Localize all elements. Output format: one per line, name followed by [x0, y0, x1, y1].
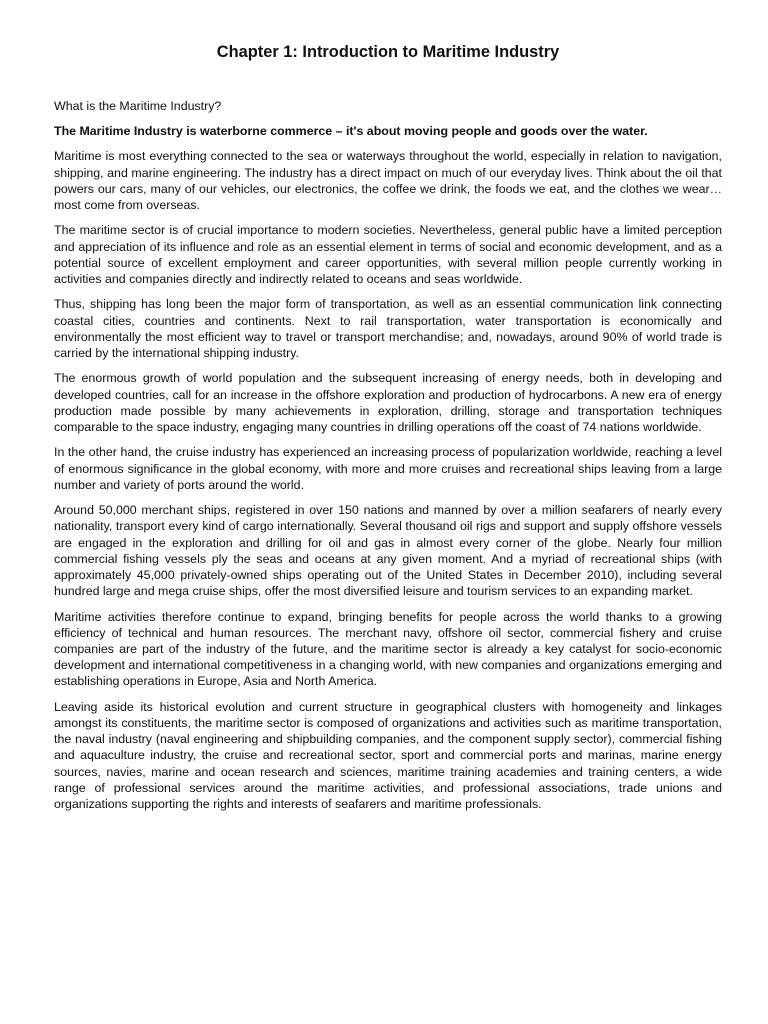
- body-paragraph-4: The enormous growth of world population and the subsequent increasing of energy needs, both in developing and developed countries, call for an increase in the offshore exploration and production of hydrocarbons. A new era of energy production made possible by many achievements in exploration, drilling, storage and transportation techniques comparable to the space industry, engaging many countries in drilling operations off the coast of 74 nations worldwide.: [54, 371, 722, 435]
- body-paragraph-5: In the other hand, the cruise industry has experienced an increasing process of popularization worldwide, reaching a level of enormous significance in the global economy, with more and more cruises and recreational ships leaving from a large number and variety of ports around the world.: [54, 445, 722, 492]
- body-paragraph-8: Leaving aside its historical evolution and current structure in geographical clusters with homogeneity and linkages amongst its constituents, the maritime sector is composed of organizations and activities such as maritime transportation, the naval industry (naval engineering and shipbuilding companies, and the component supply sector), commercial fishing and aquaculture industry, the cruise and recreational sector, sport and commercial ports and marinas, marine energy sources, navies, marine and ocean research and sciences, maritime training academies and training centers, a wide range of professional services around the maritime activities, and professional associations, trade unions and organizations supporting the rights and interests of seafarers and maritime professionals.: [54, 699, 722, 812]
- body-paragraph-6: Around 50,000 merchant ships, registered in over 150 nations and manned by over a million seafarers of nearly every nationality, transport every kind of cargo internationally. Several thousand oil rigs and support and supply offshore vessels are engaged in the exploration and drilling for oil and gas in almost every corner of the globe. Nearly four million commercial fishing vessels ply the seas and oceans at any given moment. And a myriad of recreational ships (with approximately 45,000 privately-owned ships operating out of the United States in December 2010), including several hundred large and mega cruise ships, offer the most diversified leisure and tourism services to an expanding market.: [54, 503, 722, 599]
- section-question: What is the Maritime Industry?: [54, 99, 222, 113]
- body-paragraph-3: Thus, shipping has long been the major form of transportation, as well as an essential communication link connecting coastal cities, countries and continents. Next to rail transportation, water transportation is economically and environmentally the most efficient way to travel or transport merchandise; and, nowadays, around 90% of world trade is carried by the international shipping industry.: [54, 297, 722, 361]
- body-paragraph-7: Maritime activities therefore continue to expand, bringing benefits for people across the world thanks to a growing efficiency of technical and human resources. The merchant navy, offshore oil sector, commercial fishery and cruise companies are part of the industry of the future, and the maritime sector is already a key catalyst for socio-economic development and international competitiveness in a changing world, with new companies and organizations emerging and establishing operations in Europe, Asia and North America.: [54, 609, 722, 689]
- lead-paragraph: The Maritime Industry is waterborne commerce – it's about moving people and goods over the water.: [54, 124, 648, 139]
- page-title: Chapter 1: Introduction to Maritime Industry: [216, 43, 560, 61]
- body-paragraph-2: The maritime sector is of crucial importance to modern societies. Nevertheless, general public have a limited perception and appreciation of its influence and role as an essential element in terms of social and economic development, and as a potential source of excellent employment and career opportunities, with several million people currently working in activities and companies directly and indirectly related to oceans and seas worldwide.: [54, 223, 722, 287]
- body-paragraph-1: Maritime is most everything connected to the sea or waterways throughout the world, especially in relation to navigation, shipping, and marine engineering. The industry has a direct impact on much of our everyday lives. Think about the oil that powers our cars, many of our vehicles, our electronics, the coffee we drink, the foods we eat, and the clothes we wear… most come from overseas.: [54, 149, 722, 213]
